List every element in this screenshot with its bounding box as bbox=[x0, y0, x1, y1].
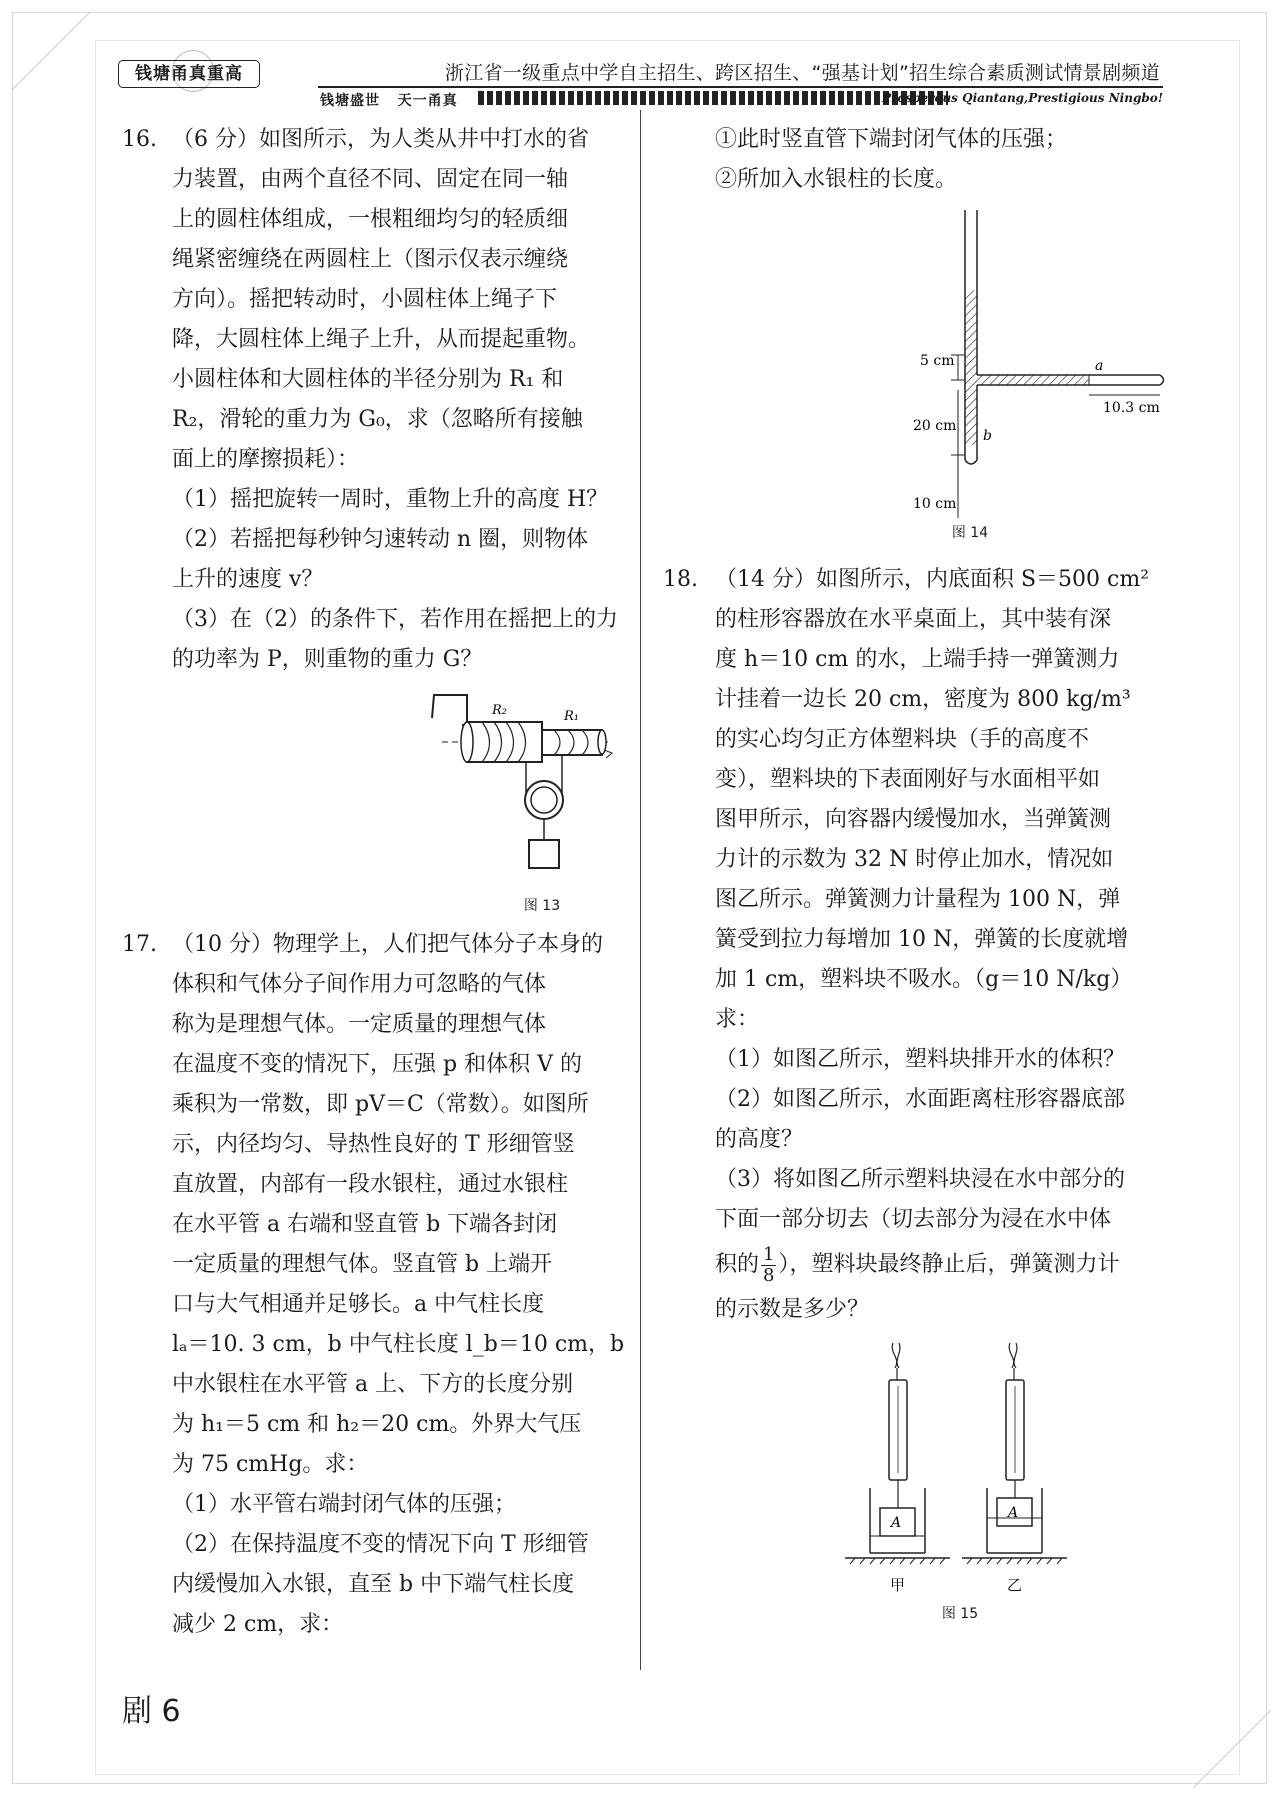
q17-continuation bbox=[665, 120, 1170, 200]
q17-line: 一定质量的理想气体。竖直管 b 上端开 bbox=[172, 1252, 553, 1277]
q17-line: 乘积为一常数，即 pV＝C（常数）。如图所 bbox=[172, 1092, 589, 1117]
q16-number: 16. bbox=[122, 127, 157, 152]
q18-frac-den: 8 bbox=[763, 1264, 775, 1286]
q17-text bbox=[122, 925, 627, 1645]
q18-line: （3）将如图乙所示塑料块浸在水中部分的 bbox=[715, 1167, 1125, 1192]
fig14-b: b bbox=[983, 428, 992, 444]
figure-13-diagram bbox=[122, 680, 627, 890]
q18-line: （2）如图乙所示，水面距离柱形容器底部 bbox=[715, 1087, 1125, 1112]
header-slogan bbox=[320, 90, 458, 110]
fig15-a-jia: A bbox=[891, 1515, 902, 1531]
fig14-a: a bbox=[1095, 358, 1104, 374]
q16-line: 力装置，由两个直径不同、固定在同一轴 bbox=[172, 167, 569, 192]
q17-line: 为 h₁＝5 cm 和 h₂＝20 cm。外界大气压 bbox=[172, 1412, 582, 1437]
q17-line: （10 分）物理学上，人们把气体分子本身的 bbox=[172, 932, 603, 957]
q16-line: 的功率为 P，则重物的重力 G？ bbox=[172, 647, 483, 672]
column-divider bbox=[640, 110, 641, 1670]
q17-line: 口与大气相通并足够长。a 中气柱长度 bbox=[172, 1292, 545, 1317]
q16-line: （1）摇把旋转一周时，重物上升的高度 H？ bbox=[172, 487, 609, 512]
q18-line: 度 h＝10 cm 的水，上端手持一弹簧测力 bbox=[715, 647, 1120, 672]
q18-line: （1）如图乙所示，塑料块排开水的体积？ bbox=[715, 1047, 1125, 1072]
q17-line: （2）在保持温度不变的情况下向 T 形细管 bbox=[172, 1532, 589, 1557]
q17-line: 减少 2 cm，求： bbox=[172, 1612, 344, 1637]
q16-line: 方向）。摇把转动时，小圆柱体上绳子下 bbox=[172, 287, 558, 312]
q18-line: 的实心均匀正方体塑料块（手的高度不 bbox=[715, 727, 1090, 752]
figure-15-caption: 图 15 bbox=[941, 1606, 979, 1622]
q17-line: 内缓慢加入水银，直至 b 中下端气柱长度 bbox=[172, 1572, 575, 1597]
figure-15-diagram bbox=[665, 1338, 1170, 1598]
figure-15 bbox=[665, 1338, 1170, 1628]
q18-line: 计挂着一边长 20 cm，密度为 800 kg/m³ bbox=[715, 687, 1131, 712]
question-18 bbox=[665, 560, 1170, 1330]
q18-text bbox=[665, 560, 1170, 1330]
figure-14 bbox=[665, 200, 1170, 560]
fig13-r1-label: R₁ bbox=[564, 709, 579, 724]
q16-line: 面上的摩擦损耗）： bbox=[172, 447, 360, 472]
q18-frac-post: ），塑料块最终静止后，弹簧测力计 bbox=[778, 1252, 1120, 1277]
q16-line: 绳紧密缠绕在两圆柱上（图示仅表示缠绕 bbox=[172, 247, 569, 272]
q16-text bbox=[122, 120, 627, 680]
q16-line: 降，大圆柱体上绳子上升，从而提起重物。 bbox=[172, 327, 591, 352]
fig15-jia-label: 甲 bbox=[890, 1576, 906, 1594]
q17-line: 在水平管 a 右端和竖直管 b 下端各封闭 bbox=[172, 1212, 558, 1237]
q17-number: 17. bbox=[122, 932, 157, 957]
q17-line: lₐ＝10. 3 cm，b 中气柱长度 l_b＝10 cm，b bbox=[172, 1332, 625, 1357]
q16-line: 上的圆柱体组成，一根粗细均匀的轻质细 bbox=[172, 207, 569, 232]
corner-curl-bottom-right bbox=[1191, 1708, 1271, 1788]
q18-frac-num: 1 bbox=[763, 1243, 775, 1265]
q16-line: （6 分）如图所示，为人类从井中打水的省 bbox=[172, 127, 589, 152]
q18-frac-pre: 积的 bbox=[715, 1252, 760, 1277]
q18-line: 的柱形容器放在水平桌面上，其中装有深 bbox=[715, 607, 1112, 632]
q17-line: 称为是理想气体。一定质量的理想气体 bbox=[172, 1012, 547, 1037]
question-17 bbox=[122, 925, 627, 1645]
fig14-103cm: 10.3 cm bbox=[1103, 400, 1160, 416]
q17-line: 在温度不变的情况下，压强 p 和体积 V 的 bbox=[172, 1052, 582, 1077]
q18-number: 18. bbox=[663, 567, 698, 592]
header-slogan-1: 钱塘盛世 bbox=[320, 93, 380, 109]
q17-line: （1）水平管右端封闭气体的压强； bbox=[172, 1492, 516, 1517]
q17-line: 示，内径均匀、导热性良好的 T 形细管竖 bbox=[172, 1132, 575, 1157]
q16-line: （2）若摇把每秒钟匀速转动 n 圈，则物体 bbox=[172, 527, 589, 552]
fig15-yi bbox=[962, 1343, 1067, 1594]
left-column bbox=[122, 120, 627, 1645]
q16-line: R₂，滑轮的重力为 G₀，求（忽略所有接触 bbox=[172, 407, 583, 432]
page-number: 剧 6 bbox=[122, 1694, 181, 1729]
q17-line: 体积和气体分子间作用力可忽略的气体 bbox=[172, 972, 547, 997]
figure-14-caption: 图 14 bbox=[951, 525, 989, 541]
figure-13 bbox=[122, 680, 627, 925]
q18-line: 的高度？ bbox=[715, 1127, 804, 1152]
q18-line: 簧受到拉力每增加 10 N，弹簧的长度就增 bbox=[715, 927, 1129, 952]
right-column bbox=[665, 120, 1170, 1628]
q18-line: 图甲所示，向容器内缓慢加水，当弹簧测 bbox=[715, 807, 1112, 832]
header-stripes bbox=[478, 91, 948, 105]
header-english: Prosperous Qiantang,Prestigious Ningbo! bbox=[882, 91, 1163, 105]
header-slogan-2: 天一甬真 bbox=[397, 93, 458, 109]
q18-line: 图乙所示。弹簧测力计量程为 100 N，弹 bbox=[715, 887, 1121, 912]
q17-line: 中水银柱在水平管 a 上、下方的长度分别 bbox=[172, 1372, 574, 1397]
q17-line: 直放置，内部有一段水银柱，通过水银柱 bbox=[172, 1172, 569, 1197]
q18-line: 下面一部分切去（切去部分为浸在水中体 bbox=[715, 1207, 1112, 1232]
fig15-a-yi: A bbox=[1008, 1505, 1019, 1521]
q16-line: 小圆柱体和大圆柱体的半径分别为 R₁ 和 bbox=[172, 367, 564, 392]
fig15-jia bbox=[845, 1343, 950, 1594]
header-title: 浙江省一级重点中学自主招生、跨区招生、“强基计划”招生综合素质测试情景剧频道 bbox=[444, 62, 1160, 84]
figure-13-caption: 图 13 bbox=[523, 898, 561, 914]
q18-fraction bbox=[761, 1245, 776, 1286]
question-16 bbox=[122, 120, 627, 680]
fig14-20cm: 20 cm bbox=[913, 418, 957, 434]
q18-line: 加 1 cm，塑料块不吸水。（g＝10 N/kg）求： bbox=[715, 967, 1133, 1032]
q18-line: 变），塑料块的下表面刚好与水面相平如 bbox=[715, 767, 1101, 792]
q18-line: （14 分）如图所示，内底面积 S＝500 cm² bbox=[715, 567, 1150, 592]
q16-line: 上升的速度 v？ bbox=[172, 567, 324, 592]
corner-curl-top-left bbox=[12, 12, 92, 92]
q17-line: 为 75 cmHg。求： bbox=[172, 1452, 369, 1477]
figure-14-diagram bbox=[665, 200, 1170, 520]
fig14-5cm: 5 cm bbox=[920, 353, 955, 369]
q17-cont-line: ①此时竖直管下端封闭气体的压强； bbox=[715, 127, 1068, 152]
q18-line: 的示数是多少？ bbox=[715, 1297, 870, 1322]
header-logo: 钱塘甬真重高 bbox=[118, 60, 260, 88]
fig15-yi-label: 乙 bbox=[1007, 1576, 1023, 1594]
q18-line: 力计的示数为 32 N 时停止加水，情况如 bbox=[715, 847, 1114, 872]
q16-line: （3）在（2）的条件下，若作用在摇把上的力 bbox=[172, 607, 618, 632]
header-rule bbox=[318, 86, 1163, 88]
q17-cont-line: ②所加入水银柱的长度。 bbox=[715, 167, 958, 192]
fig14-10cm: 10 cm bbox=[913, 496, 957, 512]
q18-line-fraction bbox=[715, 1240, 1170, 1290]
fig13-r2-label: R₂ bbox=[492, 703, 507, 718]
